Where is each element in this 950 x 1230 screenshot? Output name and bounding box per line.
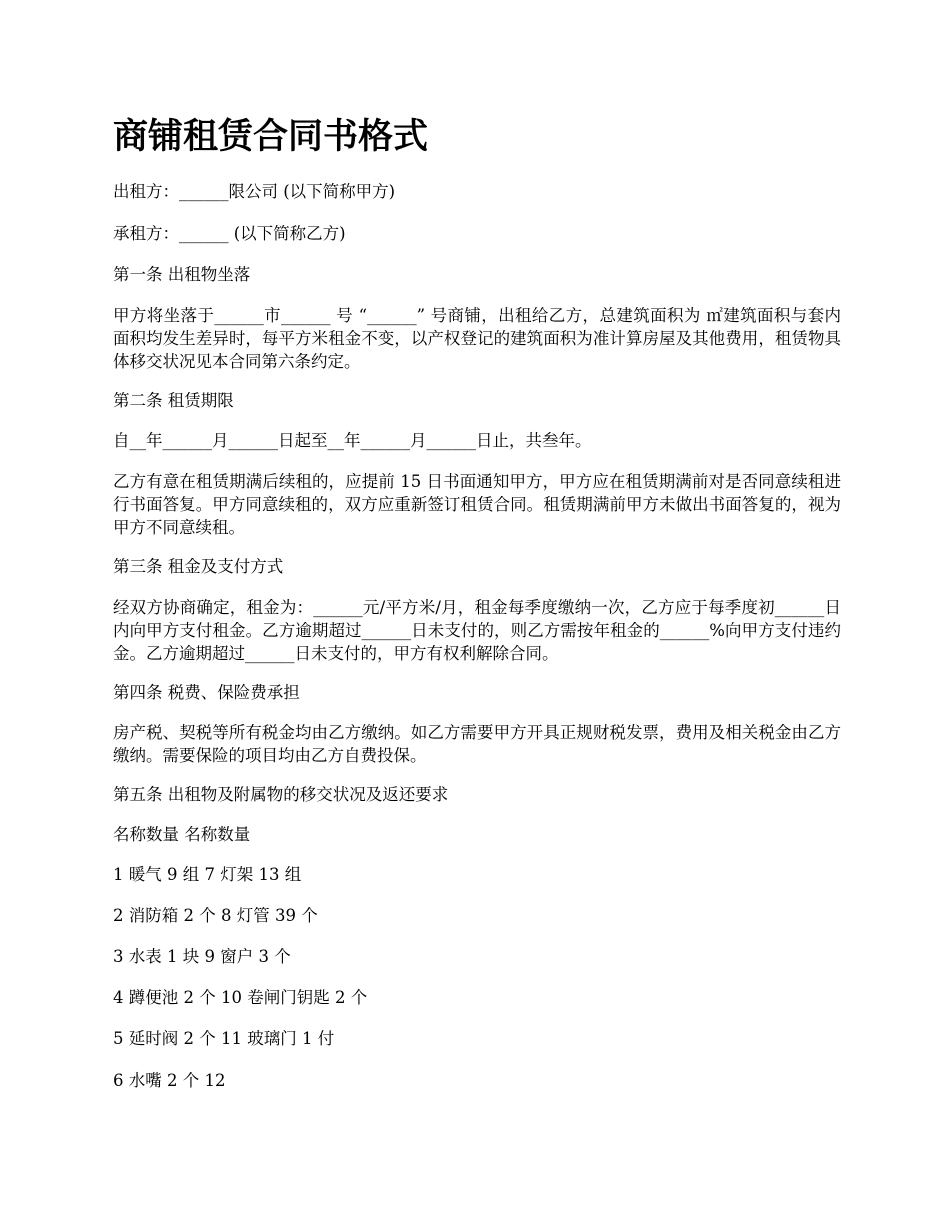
- article-1-body: 甲方将坐落于______市______ 号 “______” 号商铺，出租给乙方，总建筑面积为 ㎡建筑面积与套内面积均发生差异时，每平方米租金不变，以产权登记的建筑面积为准计算房屋及其他费用，租赁物具体移交状况见本合同第六条约定。: [113, 306, 841, 371]
- lease-term-line: 自__年______月______日起至__年______月______日止，共叁年。: [113, 431, 592, 450]
- document-title: 商铺租赁合同书格式: [113, 116, 429, 157]
- inventory-row: 1 暖气 9 组 7 灯架 13 组: [113, 865, 302, 884]
- inventory-row: 4 蹲便池 2 个 10 卷闸门钥匙 2 个: [113, 988, 368, 1007]
- inventory-row: 2 消防箱 2 个 8 灯管 39 个: [113, 906, 318, 925]
- lessor-line: 出租方：______限公司 (以下简称甲方): [113, 182, 396, 201]
- article-4-heading: 第四条 税费、保险费承担: [113, 683, 300, 702]
- renewal-paragraph: 乙方有意在租赁期满后续租的，应提前 15 日书面通知甲方，甲方应在租赁期满前对是否同意续租进行书面答复。甲方同意续租的，双方应重新签订租赁合同。租赁期满前甲方未做出书面答复的，视为甲方不同意续租。: [113, 472, 841, 537]
- article-1-heading: 第一条 出租物坐落: [113, 265, 251, 284]
- article-2-heading: 第二条 租赁期限: [113, 391, 234, 410]
- article-4-body: 房产税、契税等所有税金均由乙方缴纳。如乙方需要甲方开具正规财税发票，费用及相关税金由乙方缴纳。需要保险的项目均由乙方自费投保。: [113, 723, 841, 765]
- inventory-row: 6 水嘴 2 个 12: [113, 1071, 226, 1090]
- inventory-header: 名称数量 名称数量: [113, 825, 251, 844]
- inventory-row: 3 水表 1 块 9 窗户 3 个: [113, 947, 291, 966]
- article-3-heading: 第三条 租金及支付方式: [113, 557, 284, 576]
- lessee-line: 承租方：______ (以下简称乙方): [113, 224, 346, 243]
- article-5-heading: 第五条 出租物及附属物的移交状况及返还要求: [113, 785, 449, 804]
- article-3-body: 经双方协商确定，租金为：______元/平方米/月，租金每季度缴纳一次，乙方应于每季度初______日内向甲方支付租金。乙方逾期超过______日未支付的，则乙方需按年租金的______%向甲方支付违约金。乙方逾期超过______日未支付的，甲方有权利解除合同。: [113, 598, 841, 663]
- inventory-row: 5 延时阀 2 个 11 玻璃门 1 付: [113, 1029, 335, 1048]
